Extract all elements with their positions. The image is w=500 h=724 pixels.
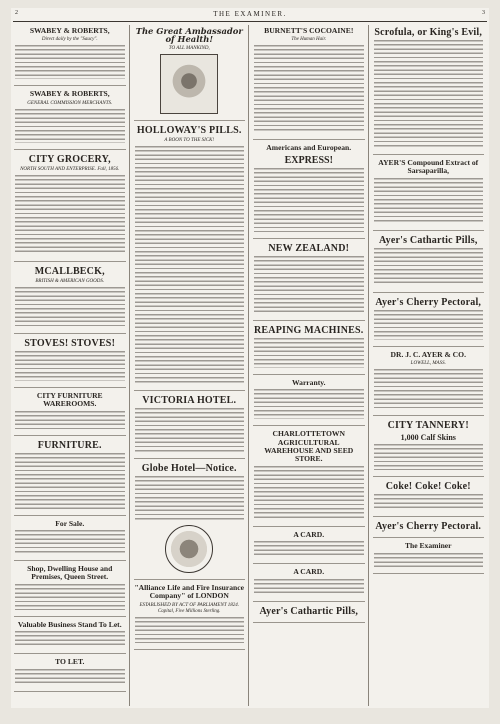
column-4 <box>372 25 488 706</box>
ad-heading: SWABEY & ROBERTS, <box>29 26 110 35</box>
ad-body-text <box>254 541 364 557</box>
ad-swabey-roberts <box>14 27 126 86</box>
ad-scrofula <box>373 27 485 155</box>
newspaper-title: THE EXAMINER. <box>213 10 287 18</box>
ad-heading: Warranty. <box>291 377 326 387</box>
ad-mcallbeck <box>14 266 126 334</box>
ad-heading: Americans and European. <box>266 143 352 153</box>
ad-holloway-banner <box>134 27 246 121</box>
ad-heading: SWABEY & ROBERTS, <box>29 89 110 99</box>
ad-furniture-warerooms <box>14 392 126 436</box>
ad-body-text <box>374 444 484 470</box>
ad-heading: STOVES! STOVES! <box>24 337 116 349</box>
masthead-rule <box>13 21 487 22</box>
ad-heading: REAPING MACHINES. <box>253 324 364 336</box>
ad-subheading: GENERAL COMMISSION MERCHANTS. <box>27 100 113 106</box>
ad-body-text <box>15 45 125 79</box>
ad-body-text <box>254 389 364 419</box>
ad-body-text <box>254 45 364 133</box>
ad-business-stand <box>14 621 126 654</box>
ad-body-text <box>254 579 364 595</box>
ad-body-text <box>135 617 245 643</box>
newspaper-page <box>11 8 489 708</box>
ad-heading: CITY TANNERY! <box>387 420 469 432</box>
ad-subheading: ESTABLISHED BY ACT OF PARLIAMENT 1824. Capital, Five Millions Sterling. <box>139 602 240 614</box>
ad-new-zealand <box>253 243 365 321</box>
insurance-seal-image <box>165 525 213 573</box>
ad-ayers-sarsaparilla <box>373 159 485 231</box>
ad-heading: The Great Ambassador of Health! <box>135 26 243 45</box>
ad-subheading: BRITISH & AMERICAN GOODS. <box>35 278 105 284</box>
ad-body-text <box>374 553 484 567</box>
ad-subheading: 1,000 Calf Skins <box>400 433 456 443</box>
ad-coke <box>373 481 485 517</box>
ad-globe-hotel <box>134 463 246 580</box>
ad-heading: VICTORIA HOTEL. <box>142 394 237 406</box>
ad-heading: Globe Hotel—Notice. <box>141 462 237 474</box>
ad-express <box>253 144 365 238</box>
ad-ayers-cathartic <box>373 235 485 293</box>
ad-body-text <box>15 287 125 327</box>
ad-heading: CHARLOTTETOWN AGRICULTURAL WAREHOUSE AND SEED STORE. <box>264 429 354 464</box>
ad-body-text <box>15 351 125 381</box>
ad-heading: Ayer's Cherry Pectoral. <box>375 521 482 533</box>
holloway-engraving-image <box>160 54 218 114</box>
ad-heading: BURNETT'S COCOAINE! <box>264 26 354 35</box>
ad-subheading: A BOON TO THE SICK! <box>164 137 215 143</box>
ad-body-text <box>15 584 125 610</box>
ad-agricultural-warehouse <box>253 430 365 527</box>
ad-heading: A CARD. <box>293 567 325 577</box>
ad-heading: TO LET. <box>55 657 85 667</box>
ad-heading: Ayer's Cherry Pectoral, <box>375 296 482 308</box>
ad-body-text <box>374 178 484 224</box>
ad-heading: Ayer's Cathartic Pills, <box>259 605 359 617</box>
ad-body-text <box>254 466 364 520</box>
ad-ayers-cathartic-bottom <box>253 606 365 623</box>
ad-body-text <box>15 631 125 647</box>
ad-body-text <box>15 530 125 554</box>
ad-holloway-pills <box>134 125 246 391</box>
ad-city-tannery <box>373 420 485 477</box>
ad-heading: Shop, Dwelling House and Premises, Queen Street. <box>27 564 113 582</box>
ad-body-text <box>374 494 484 510</box>
ad-body-text <box>15 453 125 509</box>
ad-body-text <box>135 476 245 522</box>
ad-for-sale <box>14 520 126 561</box>
ad-body-text <box>135 146 245 384</box>
ad-body-text <box>374 248 484 286</box>
page-number-right: 3 <box>482 10 485 16</box>
ad-stoves <box>14 338 126 388</box>
ad-heading: AYER'S Compound Extract of Sarsaparilla, <box>378 158 479 176</box>
ad-body-text <box>15 411 125 429</box>
ad-victoria-hotel <box>134 395 246 459</box>
ad-heading: FURNITURE. <box>37 439 102 451</box>
ad-heading: DR. J. C. AYER & CO. <box>390 349 466 359</box>
ad-heading: A CARD. <box>293 529 325 539</box>
ad-body-text <box>15 669 125 685</box>
column-1 <box>13 25 130 706</box>
page-number-left: 2 <box>15 10 18 16</box>
ad-body-text <box>374 310 484 340</box>
ad-alliance-insurance <box>134 584 246 650</box>
ad-body-text <box>135 408 245 452</box>
ad-shop-dwelling <box>14 565 126 617</box>
ad-heading: CITY GROCERY, <box>28 153 111 165</box>
ad-the-examiner-notice <box>373 542 485 573</box>
ad-subheading: Direct daily by the "Saucy". <box>41 37 98 43</box>
ad-heading: Valuable Business Stand To Let. <box>17 619 122 629</box>
ad-body-text <box>15 109 125 143</box>
ad-body-text <box>254 256 364 314</box>
ad-body-text <box>254 168 364 232</box>
ad-to-let <box>14 658 126 691</box>
ad-ayer-company <box>373 351 485 416</box>
ad-card-1 <box>253 531 365 564</box>
ad-heading: Ayer's Cathartic Pills, <box>378 234 478 246</box>
ad-subheading: TO ALL MANKIND, <box>168 45 210 51</box>
ad-ayers-cherry-pectoral <box>373 297 485 347</box>
columns <box>13 25 487 706</box>
ad-subheading: The Human Hair. <box>291 37 327 43</box>
ad-reaping-machines <box>253 325 365 375</box>
ad-ayers-cherry-pectoral-2 <box>373 521 485 538</box>
ad-burnetts-cocoaine <box>253 27 365 140</box>
ad-body-text <box>254 338 364 368</box>
ad-body-text <box>374 40 484 148</box>
ad-heading: NEW ZEALAND! <box>268 242 350 254</box>
ad-heading: The Examiner <box>404 541 452 551</box>
ad-heading: "Alliance Life and Fire Insurance Company" of LONDON <box>134 582 245 601</box>
ad-general-commission <box>14 90 126 149</box>
ad-subheading: NORTH SOUTH AND ENTERPRISE. Fall, 1856. <box>20 166 120 172</box>
ad-subheading: LOWELL, MASS. <box>410 361 446 367</box>
column-3 <box>252 25 369 706</box>
ad-body-text <box>374 369 484 409</box>
column-2 <box>133 25 250 706</box>
ad-heading: Coke! Coke! Coke! <box>385 481 471 493</box>
ad-warranty <box>253 379 365 426</box>
masthead <box>11 10 489 21</box>
ad-city-grocery <box>14 154 126 262</box>
ad-furniture <box>14 440 126 516</box>
ad-heading: Scrofula, or King's Evil, <box>374 27 483 38</box>
ad-heading: MCALLBECK, <box>34 265 105 277</box>
ad-heading: HOLLOWAY'S PILLS. <box>136 124 242 136</box>
ad-subheading: EXPRESS! <box>284 154 333 166</box>
ad-heading: CITY FURNITURE WAREROOMS. <box>36 390 103 409</box>
ad-body-text <box>15 175 125 255</box>
ad-card-2 <box>253 568 365 601</box>
ad-heading: For Sale. <box>55 518 85 528</box>
